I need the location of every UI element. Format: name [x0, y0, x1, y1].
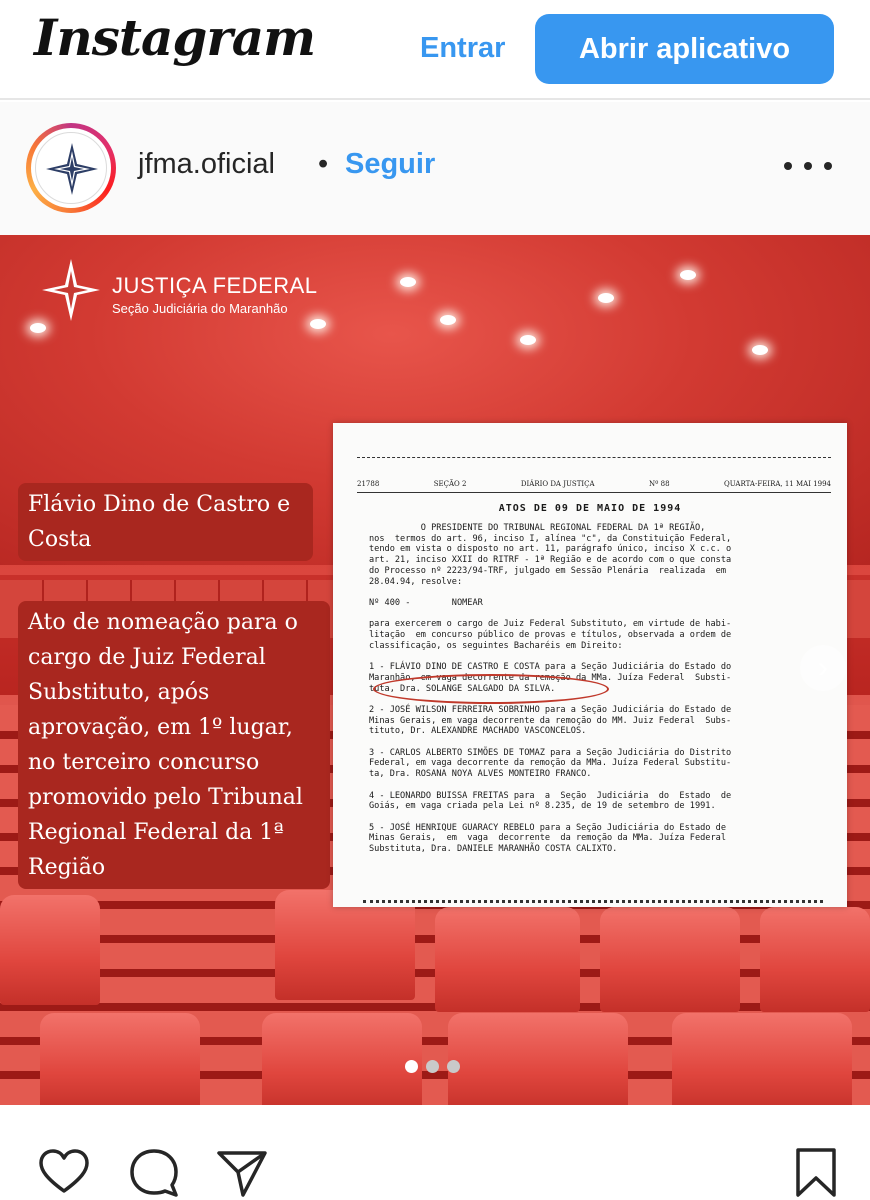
instagram-logo[interactable]: Instagram [34, 8, 315, 67]
more-dot [824, 162, 832, 170]
caption-description: Ato de nomeação para o cargo de Juiz Federal Substituto, após aprovação, em 1º lugar, no terceiro concurso promovido pelo Tribunal Regional Federal da 1ª Região [18, 601, 330, 889]
ceiling-light [440, 315, 456, 325]
ceiling-light [752, 345, 768, 355]
doc-title: ATOS DE 09 DE MAIO DE 1994 [498, 503, 682, 514]
comment-button[interactable] [126, 1145, 182, 1200]
doc-rule [357, 492, 831, 493]
login-link[interactable]: Entrar [420, 32, 506, 64]
doc-body: O PRESIDENTE DO TRIBUNAL REGIONAL FEDERAL DA 1ª REGIÃO, nos termos do art. 96, inciso I, alínea "c", da Constituição Federal, tendo em vista o disposto no art. 11, parágrafo único, inciso X c.c. o art. 21, inciso XXII do RITRF - 1ª Região e de acordo com o que consta do Processo nº 2223/94-TRF, julgado em Sessão Plenária realizada em 28.04.94, resolve: Nº 400 - NOMEAR para exercerem o cargo de Juiz Federal Substituto, em virtude de habi- litação em concurso público de provas e títulos, observada a ordem de classificação, os seguintes Bacharéis em Direito: 1 - FLÁVIO DINO DE CASTRO E COSTA para a Seção Judiciária do Estado do Maranhão, em vaga decorrente da remoção da MMa. Juíza Federal Substi- tuta, Dra. SOLANGE SALGADO DA SILVA. 2 - JOSÉ WILSON FERREIRA SOBRINHO para a Seção Judiciária do Estado de Minas Gerais, em vaga decorrente da remoção do MM. Juiz Federal Subs- tituto, Dr. ALEXANDRE MACHADO VASCONCELOS. 3 - CARLOS ALBERTO SIMÕES DE TOMAZ para a Seção Judiciária do Distrito Federal, em vaga decorrente da remoção da MMa. Juíza Federal Substitu- ta, Dra. ROSANA NOYA ALVES MONTEIRO FRANCO. 4 - LEONARDO BUISSA FREITAS para a Seção Judiciária do Estado de Goiás, em vaga criada pela Lei nº 8.235, de 19 de setembro de 1991. 5 - JOSÉ HENRIQUE GUARACY REBELO para a Seção Judiciária do Estado de Minas Gerais, em vaga decorrente da remoção da MMa. Juíza Federal Substituta, Dra. DANIELE MARANHÃO COSTA CALIXTO. [369, 523, 732, 855]
doc-date: QUARTA-FEIRA, 11 MAI 1994 [724, 480, 831, 488]
brand-logo [40, 257, 320, 327]
doc-gazette: DIÁRIO DA JUSTIÇA [520, 480, 595, 488]
seat [0, 895, 100, 1005]
carousel-dot [447, 1060, 460, 1073]
ceiling-light [520, 335, 536, 345]
top-bar [0, 0, 870, 100]
post-actions [0, 1105, 870, 1200]
separator-dot: • [318, 148, 329, 180]
ceiling-light [400, 277, 416, 287]
share-icon [214, 1145, 270, 1200]
doc-rule [357, 457, 831, 458]
doc-page: 21788 [357, 480, 380, 488]
avatar[interactable] [26, 123, 116, 213]
save-button[interactable] [790, 1145, 846, 1200]
seat [435, 907, 580, 1012]
avatar-frame [31, 128, 111, 208]
more-options-icon[interactable] [784, 154, 832, 178]
doc-bottom-rule [363, 900, 823, 903]
highlight-circle [373, 674, 609, 704]
seat [448, 1013, 628, 1105]
bookmark-icon [790, 1145, 846, 1200]
seat [760, 907, 870, 1012]
follow-button[interactable]: Seguir [345, 148, 436, 180]
carousel-dot [405, 1060, 418, 1073]
like-button[interactable] [36, 1145, 92, 1200]
justica-federal-logo-icon [35, 132, 107, 204]
more-dot [804, 162, 812, 170]
seat [262, 1013, 422, 1105]
doc-section: SEÇÃO 2 [433, 480, 467, 488]
justica-federal-star-icon [40, 257, 102, 323]
more-dot [784, 162, 792, 170]
share-button[interactable] [214, 1145, 270, 1200]
carousel-dot [426, 1060, 439, 1073]
seat [600, 907, 740, 1012]
seat [40, 1013, 200, 1105]
ceiling-light [680, 270, 696, 280]
doc-number: Nº 88 [649, 480, 670, 488]
doc-header [357, 480, 831, 488]
caption-name: Flávio Dino de Castro e Costa [18, 483, 313, 561]
post-header [0, 102, 870, 235]
post-image[interactable] [0, 235, 870, 1105]
open-app-button[interactable]: Abrir aplicativo [535, 14, 834, 84]
heart-icon [36, 1145, 92, 1200]
seat [672, 1013, 852, 1105]
ceiling-light [598, 293, 614, 303]
carousel-indicator [405, 1060, 465, 1074]
comment-icon [126, 1145, 182, 1200]
username-link[interactable]: jfma.oficial [138, 148, 275, 180]
brand-subtitle: Seção Judiciária do Maranhão [112, 301, 288, 316]
gazette-document [333, 423, 847, 907]
brand-title: JUSTIÇA FEDERAL [112, 273, 318, 298]
next-slide-button[interactable]: › [800, 645, 846, 691]
